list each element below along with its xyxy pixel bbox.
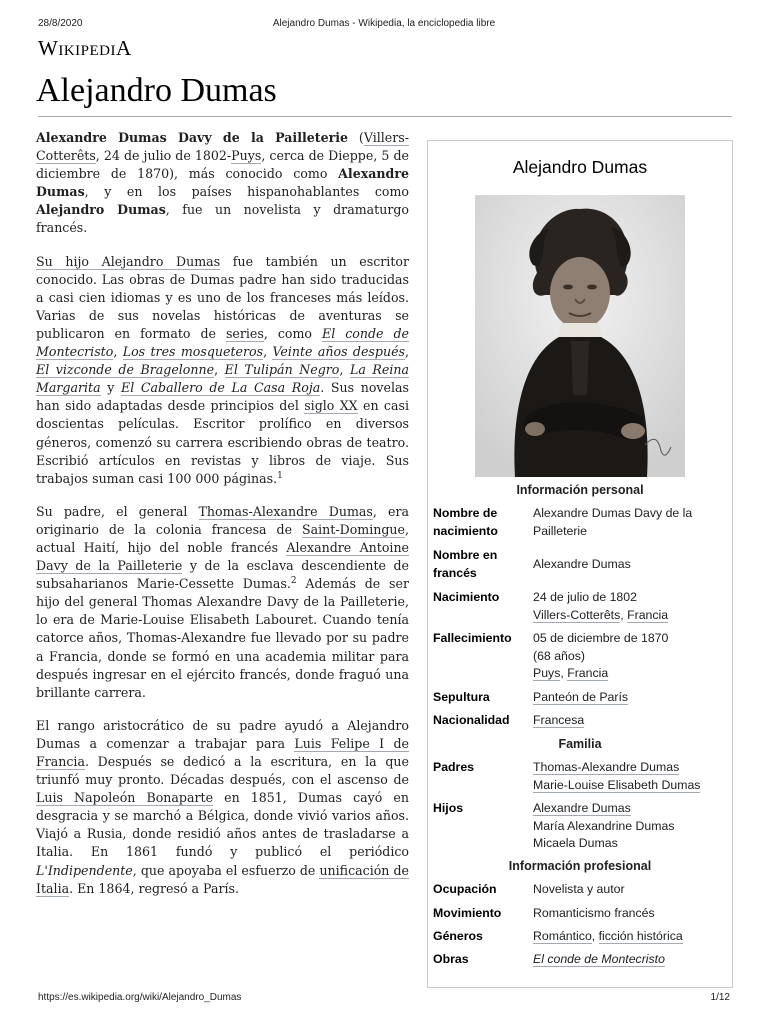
label-burial: Sepultura: [433, 690, 490, 704]
row-genres: [433, 928, 727, 946]
link-alexandre-antoine[interactable]: Alexandre Antoine Davy de la Pailleterie: [36, 539, 410, 574]
value-birth: 24 de julio de 1802 Villers-Cotterêts, Francia: [533, 590, 669, 622]
link-son[interactable]: Su hijo Alejandro Dumas: [36, 253, 221, 269]
label-birth: Nacimiento: [433, 590, 500, 604]
link-casa-roja[interactable]: El Caballero de La Casa Roja: [121, 380, 321, 396]
link-work-montecristo[interactable]: El conde de Montecristo: [533, 952, 665, 966]
row-occupation: [433, 881, 727, 899]
link-genre-romantico[interactable]: Romántico: [533, 929, 592, 943]
link-thomas-alexandre[interactable]: Thomas-Alexandre Dumas: [198, 503, 373, 519]
print-url: https://es.wikipedia.org/wiki/Alejandro_Dumas: [38, 992, 242, 1003]
page-title: Alejandro Dumas: [36, 72, 277, 109]
print-document-title: Alejandro Dumas - Wikipedia, la enciclopedia libre: [272, 18, 496, 29]
link-series[interactable]: series: [225, 325, 264, 341]
paragraph-father: Su padre, el general Thomas-Alexandre Dumas, era originario de la colonia francesa de Saint-Domingue, actual Haití, hijo del noble francés Alexandre Antoine Davy de la Pailleterie y de la esclava descendiente de subsaharianos Marie-Cessette Dumas.$^2$ Además de ser hijo del general Thomas Alexandre Davy de la Pailleterie, lo era de Marie-Louise Elisabeth Labouret. Cuando tenía catorce años, Thomas-Alexandre fue llevado por su padre a Francia, donde se formó en una academia militar para después ingresar en el ejército francés, donde fraguó una brillante carrera.: [36, 503, 410, 700]
print-page-number: 1/12: [710, 992, 730, 1003]
wordmark-letter: W: [38, 36, 59, 60]
row-parents: [433, 759, 727, 795]
row-nationality: [433, 712, 727, 730]
link-birthplace[interactable]: Villers-Cotterêts: [533, 607, 621, 622]
link-deathplace[interactable]: Puys: [533, 666, 561, 681]
label-parents: Padres: [433, 760, 475, 774]
reference-1[interactable]: 1: [277, 470, 283, 481]
link-mother[interactable]: Marie-Louise Elisabeth Dumas: [533, 777, 701, 792]
value-genres: Romántico, ficción histórica: [533, 929, 683, 943]
link-siglo-xx[interactable]: siglo XX: [304, 398, 358, 414]
row-movement: [433, 905, 727, 923]
value-french-name: Alexandre Dumas: [533, 557, 631, 571]
label-death: Fallecimiento: [433, 631, 512, 645]
link-genre-ficcion[interactable]: ficción histórica: [598, 929, 683, 943]
label-genres: Géneros: [433, 929, 483, 943]
print-footer: [38, 992, 730, 1006]
wordmark-smallcaps: IKIPEDI: [58, 43, 116, 59]
section-professional: Información profesional: [508, 859, 652, 873]
link-death-country[interactable]: Francia: [567, 666, 609, 681]
link-luis-napoleon[interactable]: Luis Napoleón Bonaparte: [36, 790, 214, 806]
infobox: [427, 140, 733, 988]
link-veinte-anos[interactable]: Veinte años después: [272, 344, 405, 360]
link-birth-country[interactable]: Francia: [627, 607, 669, 622]
label-french-name: Nombre en francés: [433, 548, 498, 580]
section-personal: Información personal: [516, 483, 644, 497]
link-tres-mosqueteros[interactable]: Los tres mosqueteros: [122, 344, 264, 360]
link-child-1[interactable]: Alexandre Dumas: [533, 801, 631, 815]
link-tulipan-negro[interactable]: El Tulipán Negro: [224, 362, 340, 378]
paragraph-works: Su hijo Alejandro Dumas fue también un escritor conocido. Las obras de Dumas padre han sido traducidas a casi cien idiomas y es uno de los franceses más leídos. Varias de sus novelas históricas de aventuras se publicaron en formato de series, como El conde de Montecristo, Los tres mosqueteros, Veinte años después, El vizconde de Bragelonne, El Tulipán Negro, La Reina Margarita y El Caballero de La Casa Roja. Sus novelas han sido adaptadas desde principios del siglo XX en casi doscientas películas. Escritor prolífico en diversos géneros, comenzó su carrera escribiendo obras de teatro. Escribió artículos en revistas y libros de viaje. Sus trabajos suman casi 100 000 páginas.$^1$: [36, 253, 409, 486]
row-french-name: [433, 547, 727, 583]
article-body: [36, 129, 409, 913]
portrait-illustration: [475, 195, 685, 477]
row-works: [433, 951, 727, 969]
paragraph-career: El rango aristocrático de su padre ayudó a Alejandro Dumas a comenzar a trabajar para Luis Felipe I de Francia. Después se dedicó a la escritura, en la que triunfó muy pronto. Décadas después, con el ascenso de Luis Napoleón Bonaparte en 1851, Dumas cayó en desgracia y se marchó a Bélgica, donde vivió varios años. Viajó a Rusia, donde residió años antes de trasladarse a Italia. En 1861 fundó y publicó el periódico L'Indipendente, que apoyaba el esfuerzo de unificación de Italia. En 1864, regresó a París.: [36, 717, 409, 896]
label-occupation: Ocupación: [433, 882, 497, 896]
link-saint-domingue[interactable]: Saint-Domingue: [302, 521, 405, 537]
label-children: Hijos: [433, 801, 464, 815]
value-children: Alexandre Dumas María Alexandrine Dumas Micaela Dumas: [533, 801, 675, 851]
wikipedia-wordmark[interactable]: [38, 36, 132, 61]
link-nationality[interactable]: Francesa: [533, 713, 585, 727]
title-divider: [38, 116, 732, 117]
infobox-title: Alejandro Dumas: [512, 157, 648, 177]
value-movement: Romanticismo francés: [533, 906, 655, 920]
link-father[interactable]: Thomas-Alexandre Dumas: [533, 760, 680, 774]
wordmark-letter: A: [115, 36, 132, 60]
row-birth-name: [433, 505, 727, 541]
value-birth-name: Alexandre Dumas Davy de la Pailleterie: [533, 506, 693, 538]
link-luis-felipe[interactable]: Luis Felipe I de Francia: [36, 735, 409, 769]
value-occupation: Novelista y autor: [533, 882, 625, 896]
print-date: 28/8/2020: [38, 18, 83, 29]
row-burial: [433, 689, 727, 707]
value-death: 05 de diciembre de 1870 (68 años) Puys, Francia: [533, 631, 669, 681]
row-birth: [433, 589, 727, 625]
link-montecristo[interactable]: El conde de Montecristo: [36, 325, 409, 360]
label-works: Obras: [433, 952, 469, 966]
link-reina-margarita[interactable]: La Reina Margarita: [36, 362, 409, 396]
portrait-image[interactable]: [475, 195, 685, 477]
print-header: [38, 18, 730, 32]
label-birth-name: Nombre de nacimiento: [433, 506, 498, 538]
value-parents: [533, 759, 727, 794]
link-bragelonne[interactable]: El vizconde de Bragelonne: [36, 362, 215, 378]
link-villers-cotterets[interactable]: Villers-Cotterêts: [36, 130, 409, 164]
row-death: [433, 630, 727, 684]
reference-2[interactable]: 2: [290, 575, 297, 586]
link-puys[interactable]: Puys: [231, 148, 262, 164]
label-nationality: Nacionalidad: [433, 713, 510, 727]
paragraph-intro: Alexandre Dumas Davy de la Pailleterie (Villers-Cotterêts, 24 de julio de 1802-Puys, cerca de Dieppe, 5 de diciembre de 1870), más conocido como Alexandre Dumas, y en los países hispanohablantes como Alejandro Dumas, fue un novelista y dramaturgo francés.: [36, 130, 409, 236]
section-family: Familia: [558, 737, 602, 751]
row-children: [433, 800, 727, 854]
label-movement: Movimiento: [433, 906, 502, 920]
link-burial[interactable]: Panteón de París: [533, 690, 629, 704]
link-unificacion-italia[interactable]: unificación de Italia: [36, 862, 409, 896]
